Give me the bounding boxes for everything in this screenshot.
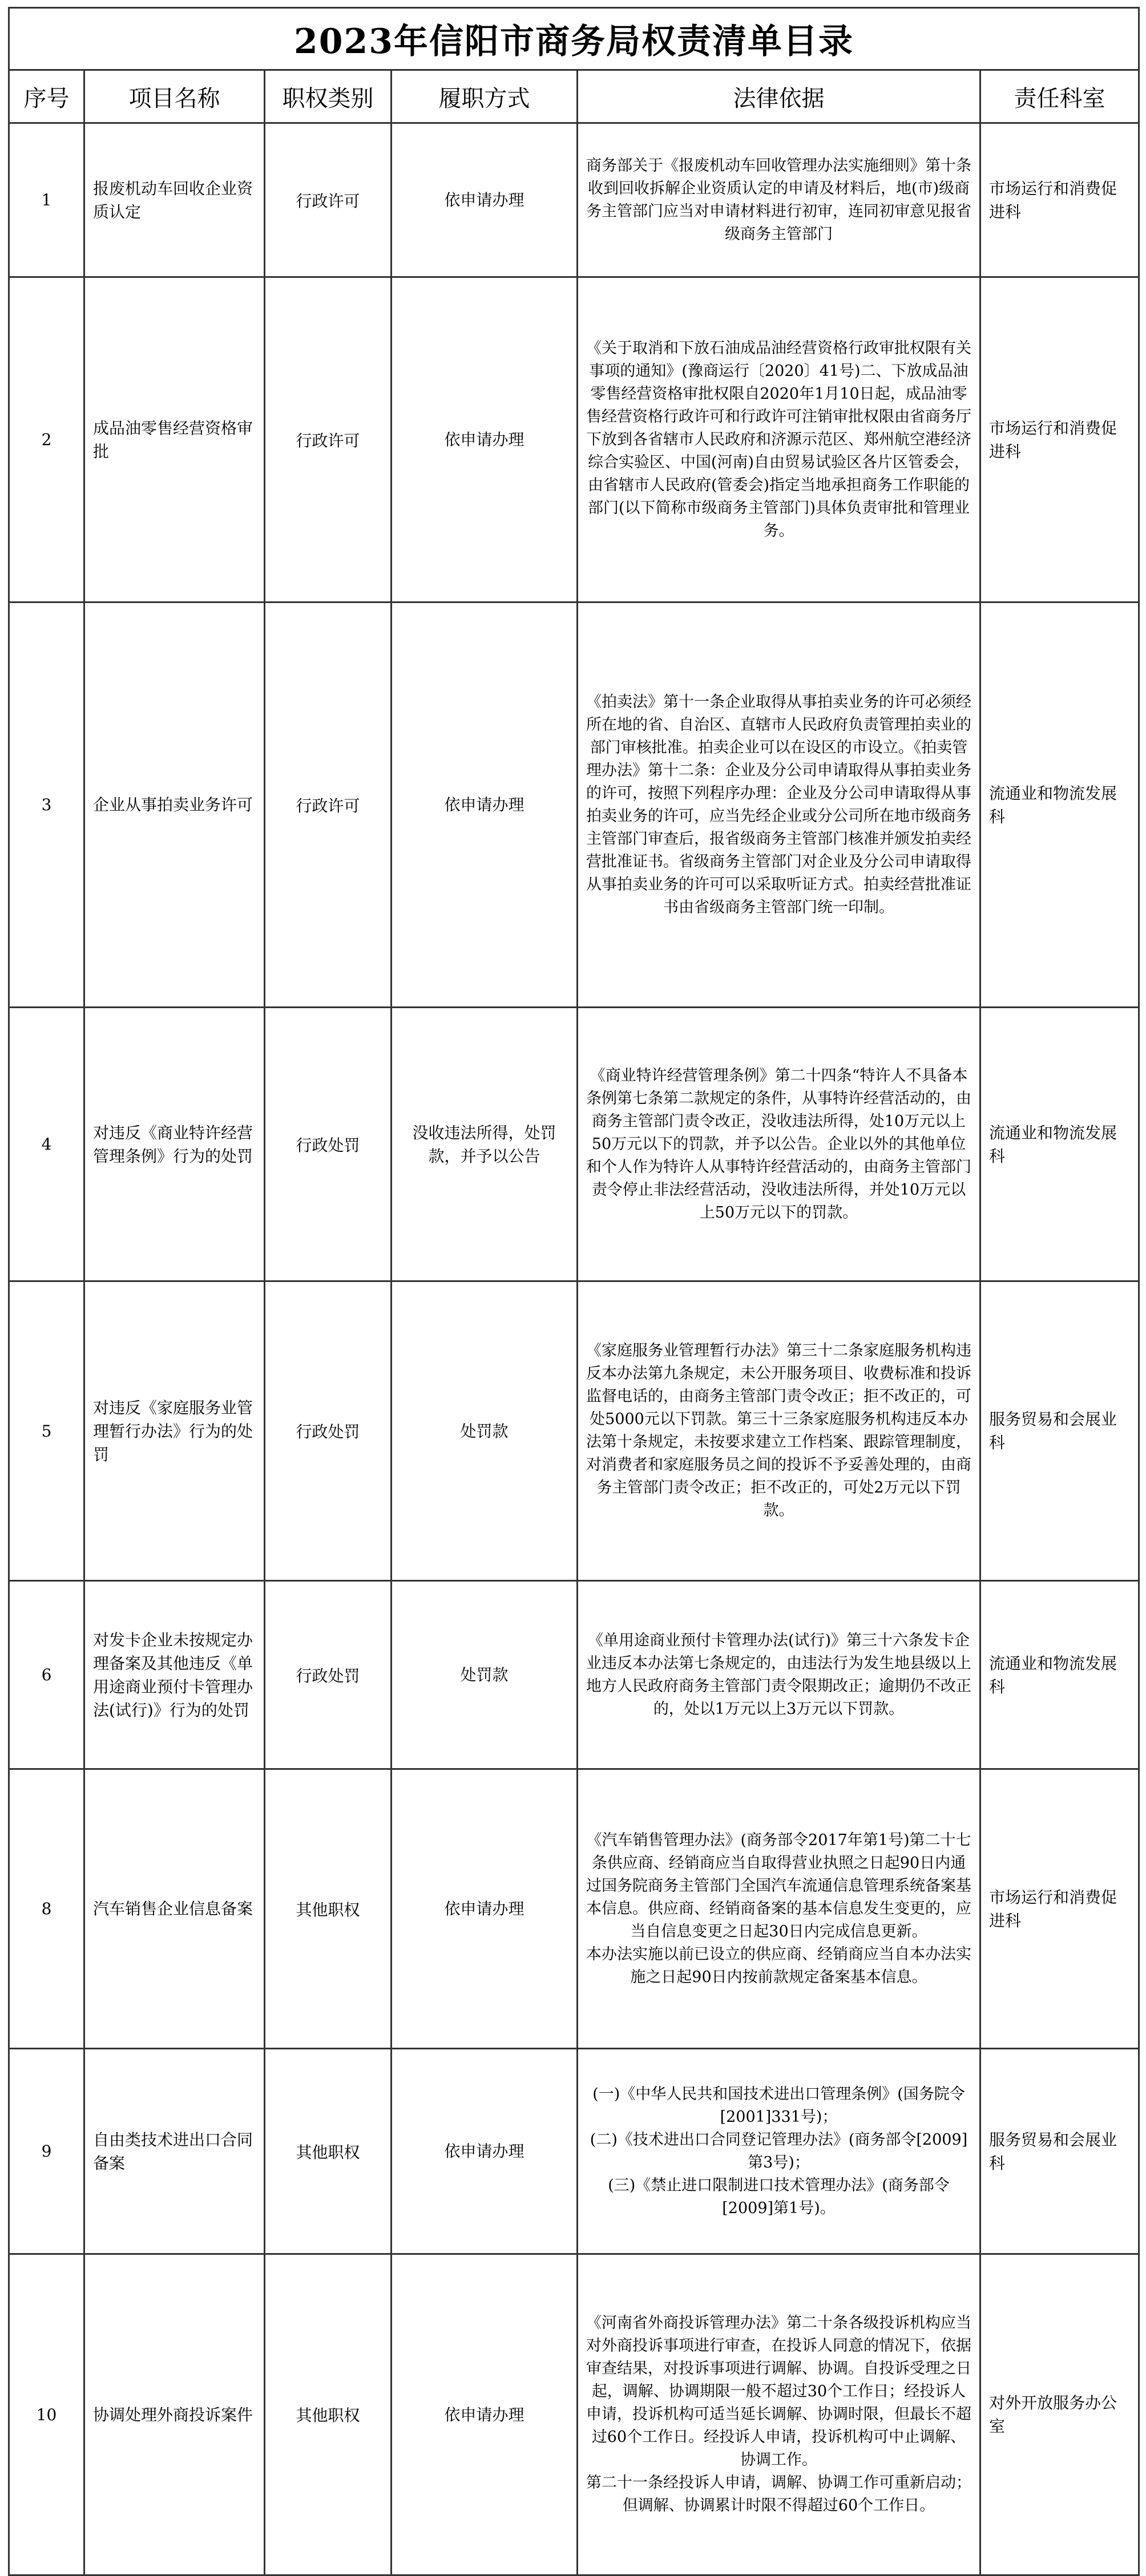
- legal-basis-paragraph: 第二十一条经投诉人申请，调解、协调工作可重新启动；但调解、协调累计时限不得超过60个工作日。: [586, 2474, 971, 2514]
- table-header-row: [9, 70, 1139, 123]
- table-row: [9, 1281, 1139, 1581]
- table-row: [9, 1769, 1139, 2049]
- row-number: 10: [9, 2254, 84, 2575]
- header-basis: 法律依据: [578, 70, 980, 123]
- item-name: 自由类技术进出口合同备案: [84, 2049, 265, 2254]
- performance-mode: 依申请办理: [392, 2049, 578, 2254]
- responsible-department: 服务贸易和会展业科: [980, 1281, 1139, 1581]
- legal-basis-paragraph: 《商业特许经营管理条例》第二十四条“特许人不具备本条例第七条第二款规定的条件，从事特许经营活动的，由商务主管部门责令改正，没收违法所得，处10万元以上50万元以下的罚款，并予以公告。企业以外的其他单位和个人作为特许人从事特许经营活动的，由商务主管部门责令停止非法经营活动，没收违法所得，并处10万元以上50万元以下的罚款。: [586, 1066, 971, 1222]
- performance-mode: 依申请办理: [392, 1769, 578, 2049]
- table-row: [9, 277, 1139, 602]
- authority-type: 其他职权: [265, 2049, 392, 2254]
- legal-basis: [578, 1581, 980, 1769]
- legal-basis: [578, 123, 980, 277]
- row-number: 1: [9, 123, 84, 277]
- legal-basis-paragraph: (二)《技术进出口合同登记管理办法》(商务部令[2009]第3号)；: [590, 2130, 968, 2171]
- row-number: 4: [9, 1008, 84, 1281]
- row-number: 9: [9, 2049, 84, 2254]
- legal-basis-paragraph: 《拍卖法》第十一条企业取得从事拍卖业务的许可必须经所在地的省、自治区、直辖市人民政府负责管理拍卖业的部门审核批准。拍卖企业可以在设区的市设立。《拍卖管理办法》第十二条：企业及分公司申请取得从事拍卖业务的许可，按照下列程序办理：企业及分公司申请取得从事拍卖业务的许可，应当先经企业或分公司所在地市级商务主管部门审查后，报省级商务主管部门核准并颁发拍卖经营批准证书。省级商务主管部门对企业及分公司申请取得从事拍卖业务的许可可以采取听证方式。拍卖经营批准证书由省级商务主管部门统一印制。: [586, 693, 971, 916]
- authority-type: 行政许可: [265, 602, 392, 1008]
- row-number: 5: [9, 1281, 84, 1581]
- authority-type: 其他职权: [265, 2254, 392, 2575]
- header-mode: 履职方式: [392, 70, 578, 123]
- legal-basis: [578, 2254, 980, 2575]
- header-dept: 责任科室: [980, 70, 1139, 123]
- table-row: [9, 2254, 1139, 2575]
- performance-mode: 处罚款: [392, 1281, 578, 1581]
- performance-mode: 依申请办理: [392, 602, 578, 1008]
- item-name: 报废机动车回收企业资质认定: [84, 123, 265, 277]
- item-name: 对发卡企业未按规定办理备案及其他违反《单用途商业预付卡管理办法(试行)》行为的处罚: [84, 1581, 265, 1769]
- row-number: 3: [9, 602, 84, 1008]
- responsible-department: 市场运行和消费促进科: [980, 277, 1139, 602]
- performance-mode: 处罚款: [392, 1581, 578, 1769]
- responsible-department: 市场运行和消费促进科: [980, 1769, 1139, 2049]
- legal-basis-paragraph: (三)《禁止进口限制进口技术管理办法》(商务部令[2009]第1号)。: [608, 2176, 950, 2217]
- item-name: 企业从事拍卖业务许可: [84, 602, 265, 1008]
- legal-basis-paragraph: 本办法实施以前已设立的供应商、经销商应当自本办法实施之日起90日内按前款规定备案基本信息。: [586, 1945, 971, 1986]
- authority-type: 其他职权: [265, 1769, 392, 2049]
- item-name: 成品油零售经营资格审批: [84, 277, 265, 602]
- legal-basis-paragraph: 《关于取消和下放石油成品油经营资格行政审批权限有关事项的通知》(豫商运行〔2020〕41号)二、下放成品油零售经营资格审批权限自2020年1月10日起，成品油零售经营资格行政许可和行政许可注销审批权限由省商务厅下放到各省辖市人民政府和济源示范区、郑州航空港经济综合实验区、中国(河南)自由贸易试验区各片区管委会，由省辖市人民政府(管委会)指定当地承担商务工作职能的部门(以下简称市级商务主管部门)具体负责审批和管理业务。: [586, 339, 971, 540]
- authority-type: 行政处罚: [265, 1281, 392, 1581]
- table-row: [9, 1008, 1139, 1281]
- performance-mode: 没收违法所得，处罚款，并予以公告: [392, 1008, 578, 1281]
- page-title: 2023年信阳市商务局权责清单目录: [9, 8, 1139, 70]
- header-type: 职权类别: [265, 70, 392, 123]
- responsible-department: 流通业和物流发展科: [980, 1008, 1139, 1281]
- header-name: 项目名称: [84, 70, 265, 123]
- authority-type: 行政处罚: [265, 1008, 392, 1281]
- authority-type: 行政许可: [265, 123, 392, 277]
- header-no: 序号: [9, 70, 84, 123]
- authority-type: 行政许可: [265, 277, 392, 602]
- item-name: 对违反《家庭服务业管理暂行办法》行为的处罚: [84, 1281, 265, 1581]
- row-number: 2: [9, 277, 84, 602]
- table-row: [9, 1581, 1139, 1769]
- responsible-department: 流通业和物流发展科: [980, 1581, 1139, 1769]
- table-row: [9, 2049, 1139, 2254]
- legal-basis: [578, 277, 980, 602]
- row-number: 6: [9, 1581, 84, 1769]
- legal-basis-paragraph: 商务部关于《报废机动车回收管理办法实施细则》第十条收到回收拆解企业资质认定的申请及材料后，地(市)级商务主管部门应当对申请材料进行初审，连同初审意见报省级商务主管部门: [586, 156, 971, 243]
- table-row: [9, 123, 1139, 277]
- rights-responsibilities-table: [8, 7, 1140, 2576]
- legal-basis: [578, 2049, 980, 2254]
- item-name: 协调处理外商投诉案件: [84, 2254, 265, 2575]
- legal-basis: [578, 602, 980, 1008]
- item-name: 汽车销售企业信息备案: [84, 1769, 265, 2049]
- responsible-department: 服务贸易和会展业科: [980, 2049, 1139, 2254]
- performance-mode: 依申请办理: [392, 123, 578, 277]
- legal-basis-paragraph: 《家庭服务业管理暂行办法》第三十二条家庭服务机构违反本办法第九条规定，未公开服务项目、收费标准和投诉监督电话的，由商务主管部门责令改正；拒不改正的，可处5000元以下罚款。第三十三条家庭服务机构违反本办法第十条规定，未按要求建立工作档案、跟踪管理制度，对消费者和家庭服务员之间的投诉不予妥善处理的，由商务主管部门责令改正；拒不改正的，可处2万元以下罚款。: [586, 1342, 971, 1519]
- legal-basis: [578, 1008, 980, 1281]
- legal-basis-paragraph: 《汽车销售管理办法》(商务部令2017年第1号)第二十七条供应商、经销商应当自取得营业执照之日起90日内通过国务院商务主管部门全国汽车流通信息管理系统备案基本信息。供应商、经销商备案的基本信息发生变更的，应当自信息变更之日起30日内完成信息更新。: [586, 1831, 971, 1940]
- row-number: 8: [9, 1769, 84, 2049]
- legal-basis-paragraph: 《河南省外商投诉管理办法》第二十条各级投诉机构应当对外商投诉事项进行审查，在投诉人同意的情况下，依据审查结果，对投诉事项进行调解、协调。自投诉受理之日起，调解、协调期限一般不超过30个工作日；经投诉人申请，投诉机构可适当延长调解、协调时限，但最长不超过60个工作日。经投诉人申请，投诉机构可中止调解、协调工作。: [586, 2314, 971, 2469]
- responsible-department: 流通业和物流发展科: [980, 602, 1139, 1008]
- legal-basis-paragraph: (一)《中华人民共和国技术进出口管理条例》(国务院令[2001]331号)；: [592, 2085, 965, 2126]
- table-body: [9, 123, 1139, 2575]
- responsible-department: 对外开放服务办公室: [980, 2254, 1139, 2575]
- legal-basis: [578, 1769, 980, 2049]
- performance-mode: 依申请办理: [392, 277, 578, 602]
- legal-basis-paragraph: 《单用途商业预付卡管理办法(试行)》第三十六条发卡企业违反本办法第七条规定的，由违法行为发生地县级以上地方人民政府商务主管部门责令限期改正；逾期仍不改正的，处以1万元以上3万元以下罚款。: [586, 1631, 971, 1718]
- legal-basis: [578, 1281, 980, 1581]
- performance-mode: 依申请办理: [392, 2254, 578, 2575]
- table-row: [9, 602, 1139, 1008]
- responsible-department: 市场运行和消费促进科: [980, 123, 1139, 277]
- item-name: 对违反《商业特许经营管理条例》行为的处罚: [84, 1008, 265, 1281]
- authority-type: 行政处罚: [265, 1581, 392, 1769]
